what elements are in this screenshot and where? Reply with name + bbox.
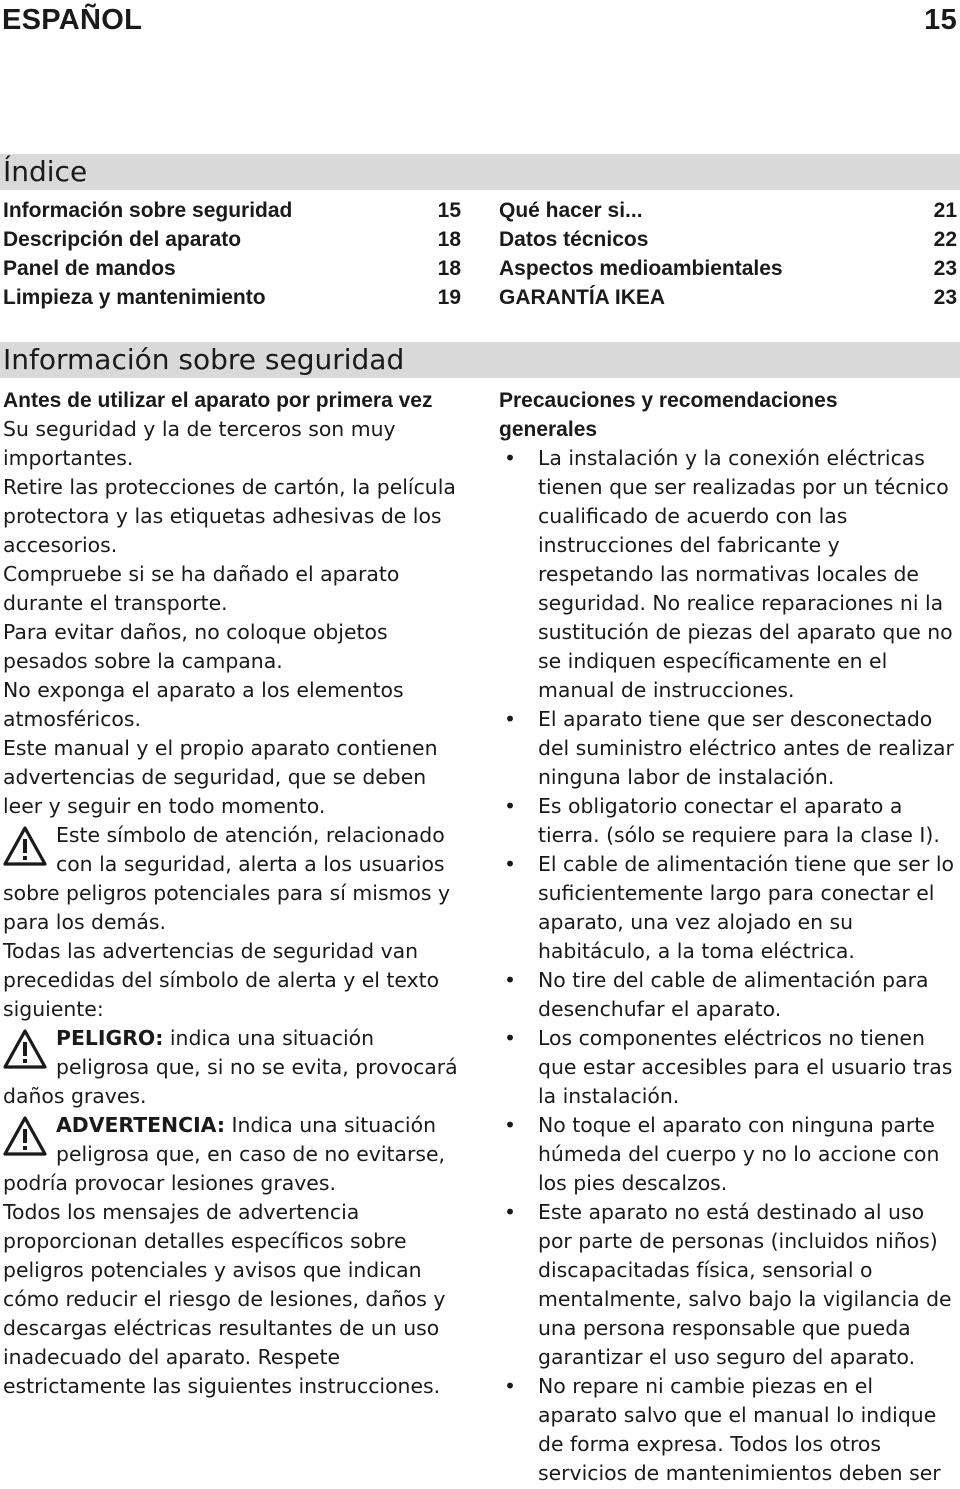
toc-entry-page: 23 <box>933 286 957 309</box>
toc-entry-label: Aspectos medioambientales <box>499 257 783 280</box>
warning-label: ADVERTENCIA: <box>56 1113 225 1137</box>
safety-right-subheading: Precauciones y recomendaciones generales <box>499 389 838 441</box>
toc-entry[interactable] <box>499 283 957 312</box>
list-item-text: No repare ni cambie piezas en el aparato salvo que el manual lo indique de forma expresa. Todos los otros servicios de mantenimientos deben ser <box>538 1374 941 1485</box>
list-item <box>499 1024 957 1111</box>
paragraph: Para evitar daños, no coloque objetos pesados sobre la campana. <box>3 620 388 673</box>
toc-entry[interactable] <box>3 283 461 312</box>
toc-entry-page: 15 <box>437 199 461 222</box>
danger-note <box>3 1024 465 1111</box>
warning-line1: Indica una situación <box>224 1113 436 1137</box>
toc-entry-label: GARANTÍA IKEA <box>499 286 666 309</box>
attention-rest: sobre peligros potenciales para sí mismos y para los demás. <box>3 881 451 934</box>
warning-note <box>3 1111 465 1198</box>
attention-symbol-note <box>3 821 465 937</box>
warning-rest: podría provocar lesiones graves. <box>3 1171 336 1195</box>
toc-entry-label: Limpieza y mantenimiento <box>3 286 266 309</box>
list-item-text: La instalación y la conexión eléctricas tienen que ser realizadas por un técnico cualificado de acuerdo con las instrucciones del fabricante y respetando las normativas locales de seguridad. No realice reparaciones ni la sustitución de piezas del aparato que no se indiquen específicamente en el manual de instrucciones. <box>538 446 953 702</box>
toc-entry-page: 18 <box>437 257 461 280</box>
attention-line2: con la seguridad, alerta a los usuarios <box>56 852 445 876</box>
header-language: ESPAÑOL <box>2 4 143 36</box>
attention-line1: Este símbolo de atención, relacionado <box>56 823 445 847</box>
toc-entry-label: Datos técnicos <box>499 228 649 251</box>
danger-rest: daños graves. <box>3 1084 147 1108</box>
toc-entry-page: 23 <box>933 257 957 280</box>
list-item <box>499 792 957 850</box>
toc-entry-page: 22 <box>933 228 957 251</box>
list-item-text: Los componentes eléctricos no tienen que estar accesibles para el usuario tras la instalación. <box>538 1026 953 1108</box>
warning-triangle-icon <box>3 1029 47 1069</box>
bullet-dot: • <box>504 1200 517 1224</box>
toc-entry-label: Qué hacer si... <box>499 199 643 222</box>
list-item <box>499 1111 957 1198</box>
list-item-text: Es obligatorio conectar el aparato a tierra. (sólo se requiere para la clase I). <box>538 794 940 847</box>
bullet-dot: • <box>504 852 517 876</box>
safety-left-column <box>3 386 465 1401</box>
safety-title: Información sobre seguridad <box>3 343 405 376</box>
warning-line2: peligrosa que, en caso de no evitarse, <box>56 1142 446 1166</box>
toc-entry[interactable] <box>499 254 957 283</box>
bullet-dot: • <box>504 794 517 818</box>
list-item <box>499 1198 957 1372</box>
safety-left-subheading: Antes de utilizar el aparato por primera vez <box>3 389 433 412</box>
toc-entry-label: Descripción del aparato <box>3 228 242 251</box>
paragraph: Este manual y el propio aparato contienen advertencias de seguridad, que se deben leer y seguir en todo momento. <box>3 736 438 818</box>
warning-triangle-icon <box>3 1116 47 1156</box>
bullet-dot: • <box>504 1374 517 1398</box>
danger-line1: indica una situación <box>163 1026 375 1050</box>
list-item-text: El aparato tiene que ser desconectado del suministro eléctrico antes de realizar ninguna labor de instalación. <box>538 707 954 789</box>
toc-entry-page: 21 <box>933 199 957 222</box>
toc-entry-page: 19 <box>437 286 461 309</box>
list-item <box>499 850 957 966</box>
toc-heading-band <box>0 154 960 190</box>
bullet-dot: • <box>504 968 517 992</box>
toc-entry[interactable] <box>3 254 461 283</box>
list-item-text: El cable de alimentación tiene que ser lo suficientemente largo para conectar el aparato, una vez alojado en su habitáculo, a la toma eléctrica. <box>538 852 954 963</box>
list-item-text: No toque el aparato con ninguna parte húmeda del cuerpo y no lo accione con los pies descalzos. <box>538 1113 940 1195</box>
bullet-dot: • <box>504 707 517 731</box>
list-item <box>499 966 957 1024</box>
paragraph: Retire las protecciones de cartón, la película protectora y las etiquetas adhesivas de los accesorios. <box>3 475 456 557</box>
bullet-dot: • <box>504 446 517 470</box>
toc-entry[interactable] <box>3 196 461 225</box>
warning-triangle-icon <box>3 826 47 866</box>
toc-entry[interactable] <box>499 196 957 225</box>
paragraph: Todos los mensajes de advertencia proporcionan detalles específicos sobre peligros potenciales y avisos que indican cómo reducir el riesgo de lesiones, daños y descargas eléctricas resultantes de un uso inadecuado del aparato. Respete estrictamente las siguientes instrucciones. <box>3 1200 446 1398</box>
paragraph: Todas las advertencias de seguridad van precedidas del símbolo de alerta y el texto siguiente: <box>3 939 440 1021</box>
safety-right-column <box>499 386 957 1488</box>
toc-entry[interactable] <box>3 225 461 254</box>
list-item-text: No tire del cable de alimentación para desenchufar el aparato. <box>538 968 929 1021</box>
danger-line2: peligrosa que, si no se evita, provocará <box>56 1055 458 1079</box>
toc-title: Índice <box>3 155 88 188</box>
toc-entry-page: 18 <box>437 228 461 251</box>
list-item <box>499 444 957 705</box>
paragraph: Su seguridad y la de terceros son muy importantes. <box>3 417 396 470</box>
safety-heading-band <box>0 342 960 378</box>
toc-entry-label: Información sobre seguridad <box>3 199 293 222</box>
header-page-number: 15 <box>924 4 957 36</box>
list-item <box>499 1372 957 1488</box>
danger-label: PELIGRO: <box>56 1026 164 1050</box>
toc-entry-label: Panel de mandos <box>3 257 176 280</box>
list-item-text: Este aparato no está destinado al uso por parte de personas (incluidos niños) discapacitadas física, sensorial o mentalmente, salvo bajo la vigilancia de una persona responsable que pueda garantizar el uso seguro del aparato. <box>538 1200 952 1369</box>
bullet-dot: • <box>504 1026 517 1050</box>
list-item <box>499 705 957 792</box>
paragraph: No exponga el aparato a los elementos atmosféricos. <box>3 678 404 731</box>
bullet-dot: • <box>504 1113 517 1137</box>
precautions-list <box>499 444 957 1488</box>
paragraph: Compruebe si se ha dañado el aparato durante el transporte. <box>3 562 400 615</box>
toc-entry[interactable] <box>499 225 957 254</box>
